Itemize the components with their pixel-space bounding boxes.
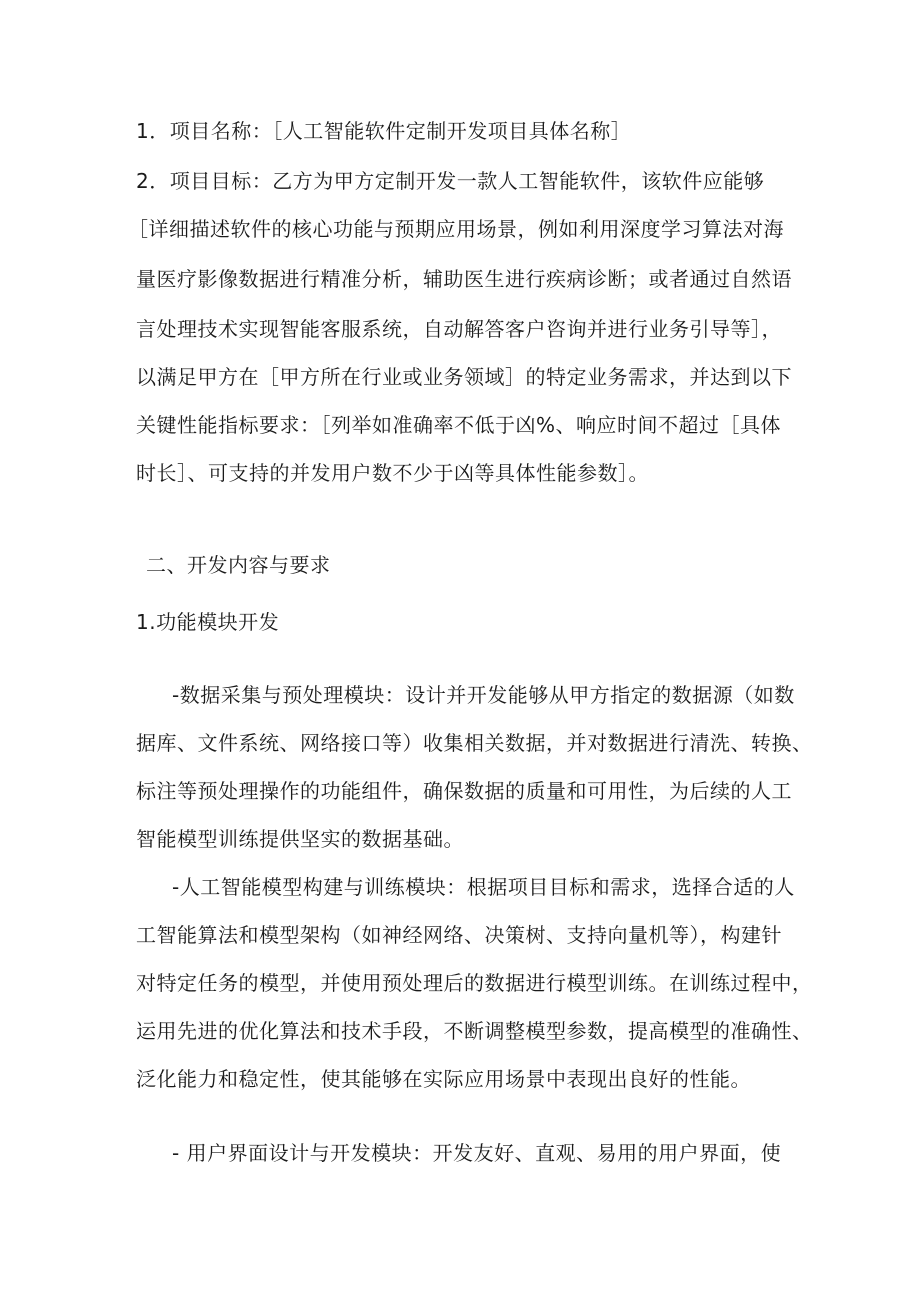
item-2-line-7: 时长］、可支持的并发用户数不少于凶等具体性能参数］。 (136, 461, 649, 485)
para-model-line-3: 对特定任务的模型，并使用预处理后的数据进行模型训练。在训练过程中， (136, 971, 813, 995)
para-ui-line-1: - 用户界面设计与开发模块：开发友好、直观、易用的用户界面，使 (172, 1141, 782, 1165)
item-2-line-6: 关键性能指标要求：［列举如准确率不低于凶%、响应时间不超过［具体 (136, 413, 782, 437)
item-1-project-name: 1．项目名称：［人工智能软件定制开发项目具体名称］ (136, 119, 632, 143)
para-data-line-2: 据库、文件系统、网络接口等）收集相关数据，并对数据进行清洗、转换、 (136, 731, 813, 755)
subsection-1-title: 1.功能模块开发 (136, 610, 280, 634)
item-2-line-4: 言处理技术实现智能客服系统，自动解答客户咨询并进行业务引导等］， (136, 317, 782, 341)
para-data-line-1: -数据采集与预处理模块：设计并开发能够从甲方指定的数据源（如数 (172, 683, 795, 707)
para-model-line-2: 工智能算法和模型架构（如神经网络、决策树、支持向量机等），构建针 (136, 923, 782, 947)
item-2-line-2: ［详细描述软件的核心功能与预期应用场景，例如利用深度学习算法对海 (128, 217, 784, 241)
para-model-line-4: 运用先进的优化算法和技术手段，不断调整模型参数，提高模型的准确性、 (136, 1019, 813, 1043)
para-data-line-3: 标注等预处理操作的功能组件，确保数据的质量和可用性，为后续的人工 (136, 779, 792, 803)
para-model-line-5: 泛化能力和稳定性，使其能够在实际应用场景中表现出良好的性能。 (136, 1067, 751, 1091)
item-2-line-3: 量医疗影像数据进行精准分析，辅助医生进行疾病诊断；或者通过自然语 (136, 267, 792, 291)
item-2-line-1: 2．项目目标：乙方为甲方定制开发一款人工智能软件，该软件应能够 (136, 169, 765, 193)
item-2-line-5: 以满足甲方在［甲方所在行业或业务领域］的特定业务需求，并达到以下 (136, 365, 792, 389)
para-data-line-4: 智能模型训练提供坚实的数据基础。 (136, 827, 464, 851)
section-2-title: 二、开发内容与要求 (146, 553, 331, 577)
para-model-line-1: -人工智能模型构建与训练模块：根据项目目标和需求，选择合适的人 (172, 875, 795, 899)
